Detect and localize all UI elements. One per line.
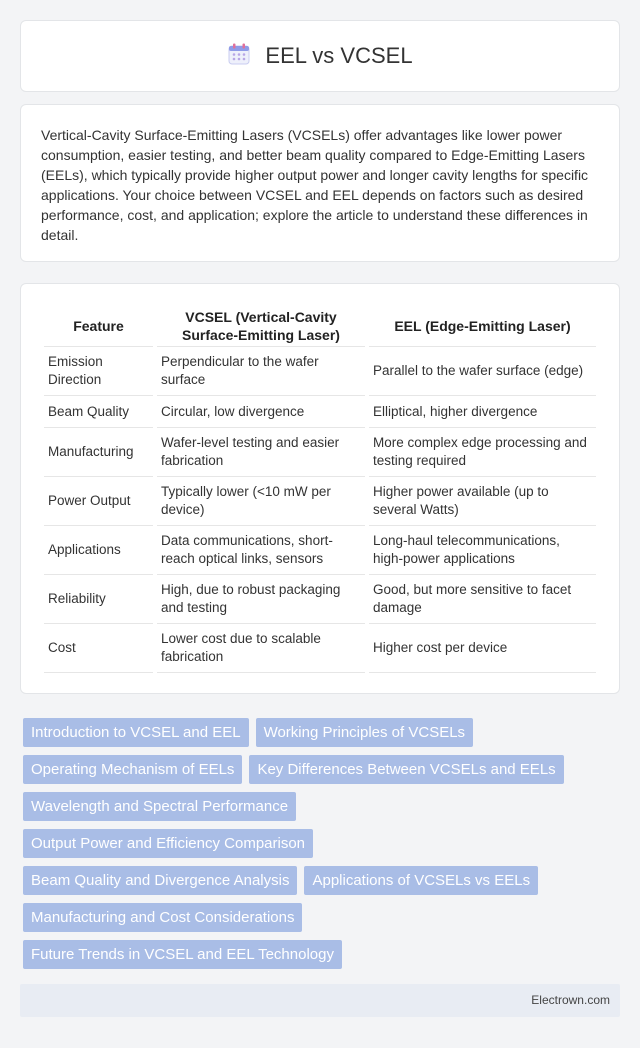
row-eel: Good, but more sensitive to facet damage bbox=[369, 575, 596, 624]
row-feature: Beam Quality bbox=[44, 396, 153, 428]
row-feature: Applications bbox=[44, 526, 153, 575]
header-vcsel: VCSEL (Vertical-Cavity Surface-Emitting Laser) bbox=[157, 306, 365, 347]
row-vcsel: High, due to robust packaging and testing bbox=[157, 575, 365, 624]
table-row bbox=[44, 477, 596, 526]
intro-card bbox=[20, 104, 620, 262]
tag-key-differences[interactable]: Key Differences Between VCSELs and EELs bbox=[249, 755, 563, 784]
tag-applications[interactable]: Applications of VCSELs vs EELs bbox=[304, 866, 538, 895]
row-vcsel: Lower cost due to scalable fabrication bbox=[157, 624, 365, 673]
row-eel: Higher power available (up to several Watts) bbox=[369, 477, 596, 526]
row-eel: Parallel to the wafer surface (edge) bbox=[369, 347, 596, 396]
tag-introduction[interactable]: Introduction to VCSEL and EEL bbox=[23, 718, 249, 747]
intro-text: Vertical-Cavity Surface-Emitting Lasers (VCSELs) offer advantages like lower power consumption, easier testing, and better beam quality compared to Edge-Emitting Lasers (EELs), which typically provide higher output power and longer cavity lengths for specific applications. Your choice between VCSEL and EEL depends on factors such as desired performance, cost, and application; explore the article to understand these differences in detail. bbox=[41, 127, 589, 243]
page-title: EEL vs VCSEL bbox=[265, 43, 413, 68]
row-feature: Power Output bbox=[44, 477, 153, 526]
header-feature: Feature bbox=[44, 306, 153, 347]
row-vcsel: Data communications, short-reach optical links, sensors bbox=[157, 526, 365, 575]
row-feature: Manufacturing bbox=[44, 428, 153, 477]
row-vcsel: Wafer-level testing and easier fabrication bbox=[157, 428, 365, 477]
row-vcsel: Perpendicular to the wafer surface bbox=[157, 347, 365, 396]
tag-output-power[interactable]: Output Power and Efficiency Comparison bbox=[23, 829, 313, 858]
row-eel: Higher cost per device bbox=[369, 624, 596, 673]
header-eel: EEL (Edge-Emitting Laser) bbox=[369, 306, 596, 347]
table-row bbox=[44, 624, 596, 673]
row-eel: Elliptical, higher divergence bbox=[369, 396, 596, 428]
tag-manufacturing[interactable]: Manufacturing and Cost Considerations bbox=[23, 903, 302, 932]
footer bbox=[20, 984, 620, 1017]
row-feature: Emission Direction bbox=[44, 347, 153, 396]
row-vcsel: Circular, low divergence bbox=[157, 396, 365, 428]
tag-future-trends[interactable]: Future Trends in VCSEL and EEL Technology bbox=[23, 940, 342, 969]
row-eel: Long-haul telecommunications, high-power applications bbox=[369, 526, 596, 575]
table-row bbox=[44, 575, 596, 624]
row-eel: More complex edge processing and testing required bbox=[369, 428, 596, 477]
table-row bbox=[44, 428, 596, 477]
comparison-table-card bbox=[20, 283, 620, 694]
row-feature: Cost bbox=[44, 624, 153, 673]
footer-site-name[interactable]: Electrown.com bbox=[531, 993, 610, 1007]
table-header-row bbox=[44, 306, 596, 347]
tag-working-principles[interactable]: Working Principles of VCSELs bbox=[256, 718, 473, 747]
row-feature: Reliability bbox=[44, 575, 153, 624]
tag-operating-mechanism[interactable]: Operating Mechanism of EELs bbox=[23, 755, 242, 784]
table-row bbox=[44, 526, 596, 575]
tag-beam-quality[interactable]: Beam Quality and Divergence Analysis bbox=[23, 866, 297, 895]
calendar-icon bbox=[227, 42, 251, 71]
table-row bbox=[44, 396, 596, 428]
header-card bbox=[20, 20, 620, 92]
title-wrap bbox=[227, 42, 412, 71]
topic-tags bbox=[20, 718, 620, 977]
comparison-table bbox=[40, 306, 600, 673]
tag-wavelength[interactable]: Wavelength and Spectral Performance bbox=[23, 792, 296, 821]
table-row bbox=[44, 347, 596, 396]
row-vcsel: Typically lower (<10 mW per device) bbox=[157, 477, 365, 526]
